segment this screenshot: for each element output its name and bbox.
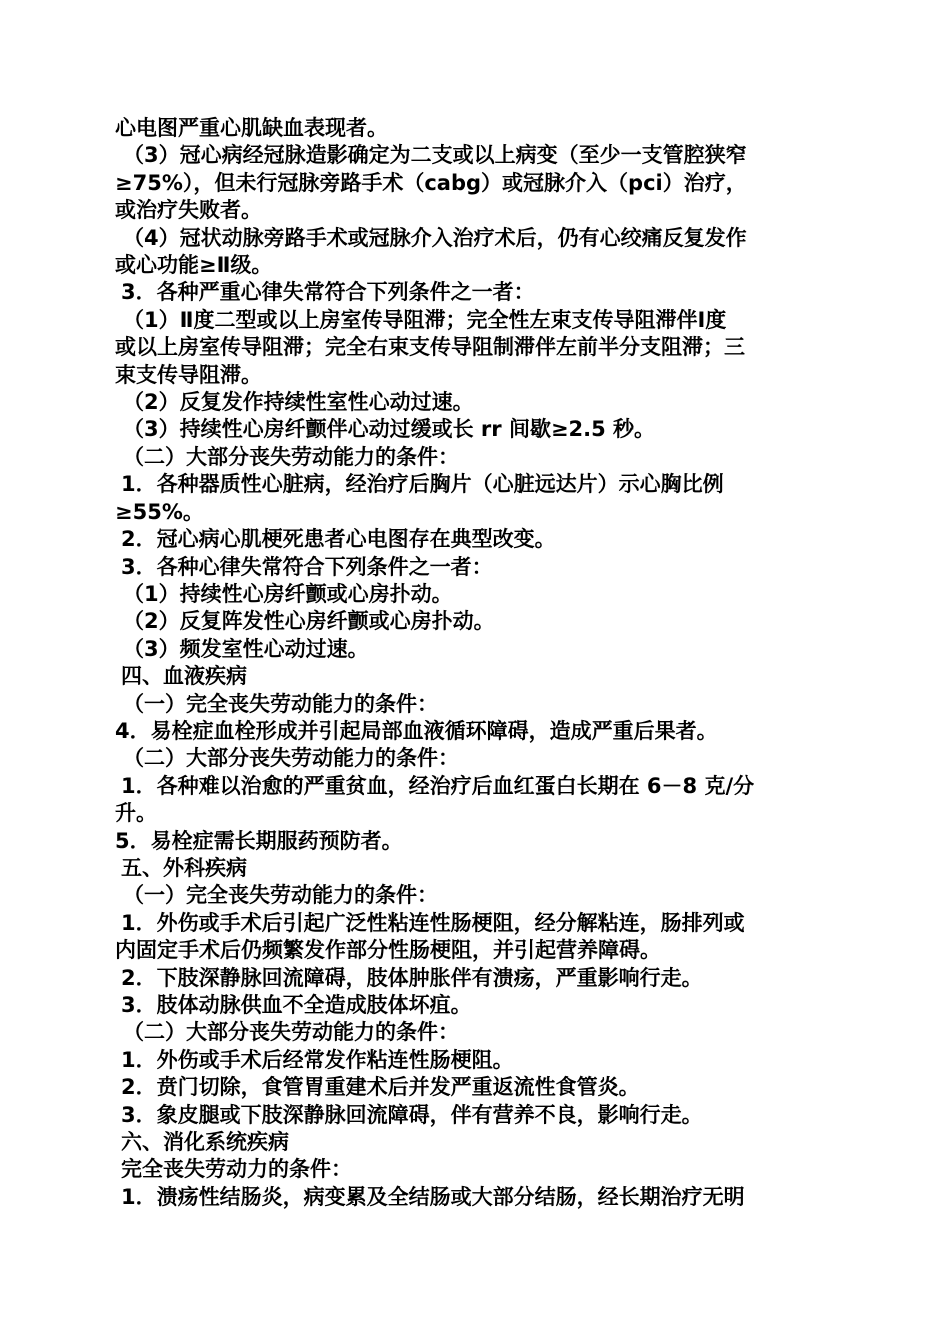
text-line: 或心功能≥Ⅱ级。 bbox=[115, 253, 273, 278]
text-line: 1．外伤或手术后经常发作粘连性肠梗阻。 bbox=[121, 1047, 514, 1072]
text-line: 2．下肢深静脉回流障碍，肢体肿胀伴有溃疡，严重影响行走。 bbox=[121, 965, 703, 990]
text-line: 3．各种心律失常符合下列条件之一者： bbox=[121, 554, 493, 579]
text-line: 5．易栓症需长期服药预防者。 bbox=[115, 828, 403, 853]
text-line: 或治疗失败者。 bbox=[115, 198, 262, 223]
text-line: 升。 bbox=[115, 801, 157, 826]
text-line: 1．各种器质性心脏病，经治疗后胸片（心脏远达片）示心胸比例 bbox=[121, 472, 724, 497]
text-line: 3．象皮腿或下肢深静脉回流障碍，伴有营养不良，影响行走。 bbox=[121, 1102, 703, 1127]
text-line: 1．外伤或手术后引起广泛性粘连性肠梗阻，经分解粘连，肠排列或 bbox=[121, 910, 745, 935]
text-line: 2．贲门切除，食管胃重建术后并发严重返流性食管炎。 bbox=[121, 1075, 640, 1100]
text-line: 完全丧失劳动力的条件： bbox=[121, 1157, 352, 1182]
text-line: 束支传导阻滞。 bbox=[115, 362, 262, 387]
text-line: （二）大部分丧失劳动能力的条件： bbox=[123, 746, 459, 771]
text-line: （3）冠心病经冠脉造影确定为二支或以上病变（至少一支管腔狭窄 bbox=[123, 143, 747, 168]
text-line: （二）大部分丧失劳动能力的条件： bbox=[123, 1020, 459, 1045]
text-line: ≥75%），但未行冠脉旁路手术（cabg）或冠脉介入（pci）治疗， bbox=[115, 170, 747, 195]
text-line: （1）Ⅱ度二型或以上房室传导阻滞；完全性左束支传导阻滞伴Ⅰ度 bbox=[123, 307, 727, 332]
text-line: ≥55%。 bbox=[115, 499, 204, 524]
text-line: 或以上房室传导阻滞；完全右束支传导阻制滞伴左前半分支阻滞；三 bbox=[115, 335, 745, 360]
text-line: 2．冠心病心肌梗死患者心电图存在典型改变。 bbox=[121, 527, 556, 552]
text-line: （1）持续性心房纤颤或心房扑动。 bbox=[123, 581, 453, 606]
text-line: 3．肢体动脉供血不全造成肢体坏疽。 bbox=[121, 993, 472, 1017]
text-line: 内固定手术后仍频繁发作部分性肠梗阻，并引起营养障碍。 bbox=[115, 938, 661, 963]
text-line: （一）完全丧失劳动能力的条件： bbox=[123, 691, 438, 716]
text-line: （二）大部分丧失劳动能力的条件： bbox=[123, 444, 459, 469]
section-heading: 五、外科疾病 bbox=[121, 855, 247, 880]
document-body bbox=[115, 115, 835, 1211]
text-line: 1．各种难以治愈的严重贫血，经治疗后血红蛋白长期在 6－8 克/分 bbox=[121, 773, 755, 798]
text-line: （3）频发室性心动过速。 bbox=[123, 636, 369, 661]
text-line: （3）持续性心房纤颤伴心动过缓或长 rr 间歇≥2.5 秒。 bbox=[123, 417, 656, 442]
text-line: 心电图严重心肌缺血表现者。 bbox=[115, 116, 388, 140]
text-line: 3．各种严重心律失常符合下列条件之一者： bbox=[121, 280, 535, 305]
text-line: 1．溃疡性结肠炎，病变累及全结肠或大部分结肠，经长期治疗无明 bbox=[121, 1184, 745, 1209]
section-heading: 六、消化系统疾病 bbox=[121, 1130, 289, 1155]
text-line: （2）反复阵发性心房纤颤或心房扑动。 bbox=[123, 609, 495, 634]
section-heading: 四、血液疾病 bbox=[121, 664, 247, 689]
text-line: 4．易栓症血栓形成并引起局部血液循环障碍，造成严重后果者。 bbox=[115, 718, 718, 743]
text-line: （2）反复发作持续性室性心动过速。 bbox=[123, 390, 474, 415]
text-line: （一）完全丧失劳动能力的条件： bbox=[123, 883, 438, 908]
text-line: （4）冠状动脉旁路手术或冠脉介入治疗术后，仍有心绞痛反复发作 bbox=[123, 225, 747, 250]
